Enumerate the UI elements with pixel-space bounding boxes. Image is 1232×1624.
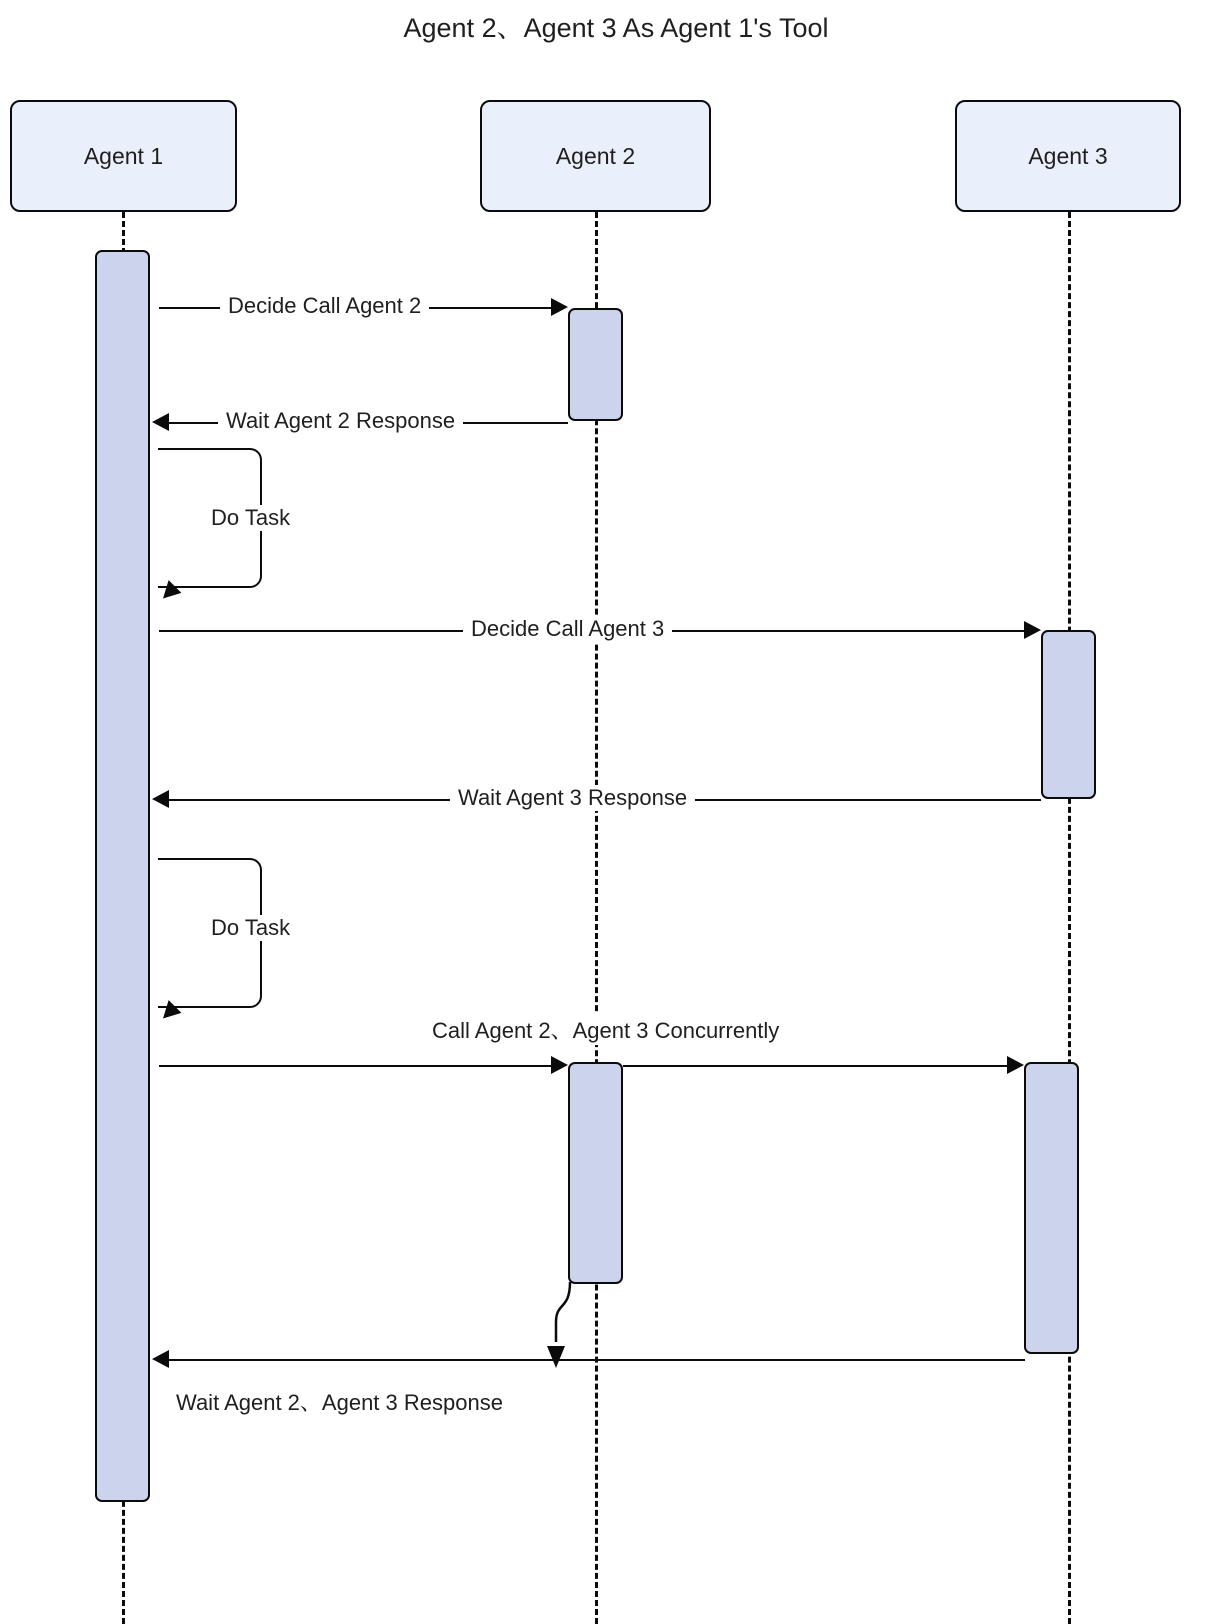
activation-agent2-first xyxy=(568,308,623,421)
message-label-wait-agent-3-response: Wait Agent 3 Response xyxy=(450,785,695,811)
message-label-do-task-1: Do Task xyxy=(203,505,298,531)
message-line-call-concurrently-agent2 xyxy=(159,1065,559,1067)
message-line-wait-concurrent-response xyxy=(168,1359,1025,1361)
arrowhead-wait-agent-3-response xyxy=(152,790,169,808)
participant-agent1[interactable] xyxy=(10,100,237,212)
activation-agent2-second xyxy=(568,1062,623,1284)
message-label-call-concurrently: Call Agent 2、Agent 3 Concurrently xyxy=(424,1014,787,1045)
participant-agent1-label: Agent 1 xyxy=(83,142,164,169)
message-label-decide-call-agent-2: Decide Call Agent 2 xyxy=(220,293,429,319)
message-line-call-concurrently-agent3 xyxy=(623,1065,1015,1067)
arrowhead-call-concurrently-agent2 xyxy=(551,1056,568,1074)
arrowhead-decide-call-agent-3 xyxy=(1024,621,1041,639)
participant-agent2[interactable] xyxy=(480,100,711,212)
message-label-wait-agent-2-response: Wait Agent 2 Response xyxy=(218,408,463,434)
arrowhead-wait-concurrent-response xyxy=(152,1350,169,1368)
message-label-decide-call-agent-3: Decide Call Agent 3 xyxy=(463,616,672,642)
lifeline-agent2 xyxy=(595,212,598,1624)
participant-agent2-label: Agent 2 xyxy=(555,142,636,169)
message-label-wait-concurrent-response: Wait Agent 2、Agent 3 Response xyxy=(168,1386,511,1417)
participant-agent3[interactable] xyxy=(955,100,1181,212)
activation-agent1 xyxy=(95,250,150,1502)
activation-agent3-first xyxy=(1041,630,1096,799)
participant-agent3-label: Agent 3 xyxy=(1028,142,1108,169)
diagram-title: Agent 2、Agent 3 As Agent 1's Tool xyxy=(403,13,829,43)
activation-agent3-second xyxy=(1024,1062,1079,1354)
message-label-do-task-2: Do Task xyxy=(203,915,298,941)
arrowhead-decide-call-agent-2 xyxy=(551,298,568,316)
arrowhead-wait-agent-2-response xyxy=(152,413,169,431)
lifeline-agent3 xyxy=(1068,212,1071,1624)
arrowhead-call-concurrently-agent3 xyxy=(1007,1056,1024,1074)
